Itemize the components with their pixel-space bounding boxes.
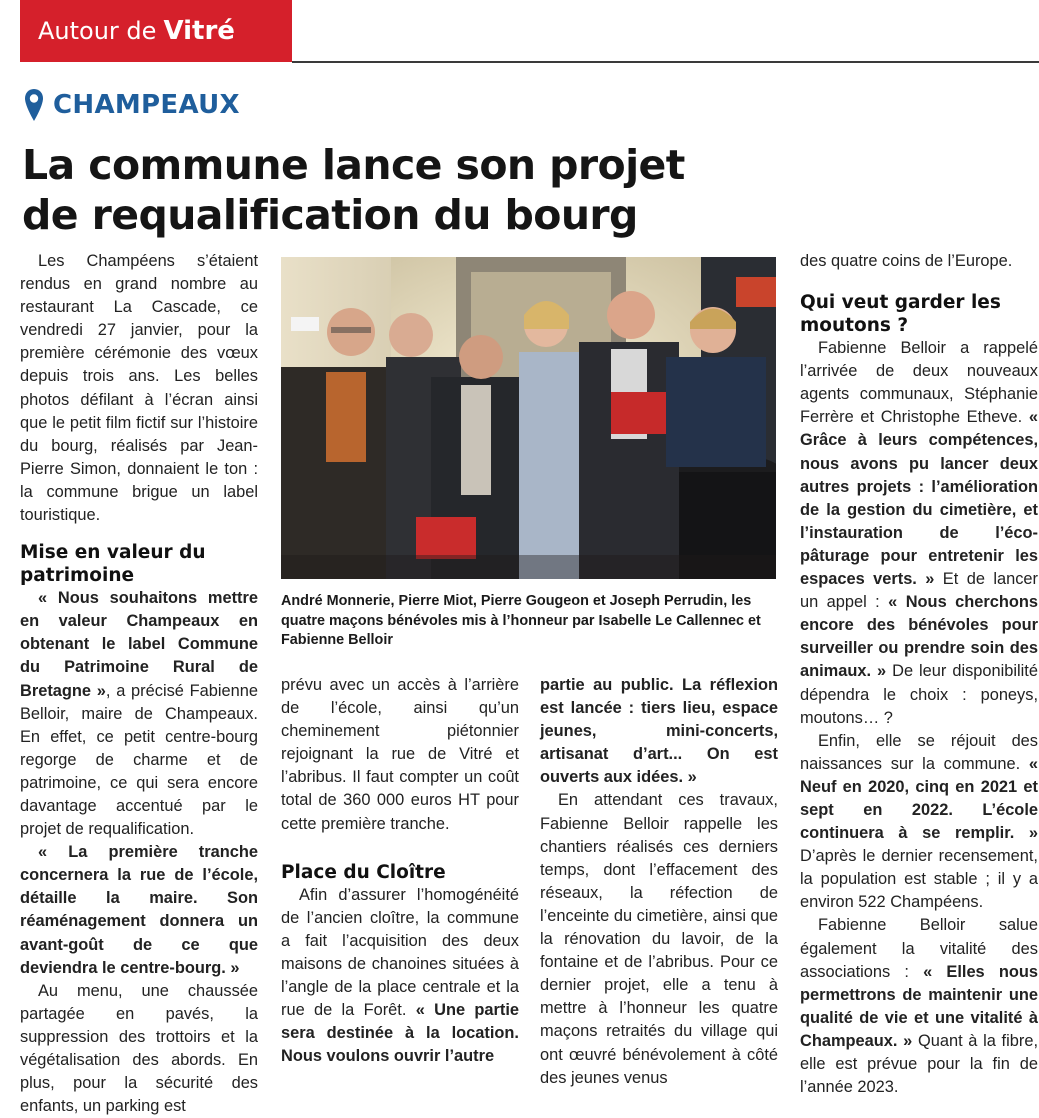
location-tag: [24, 88, 240, 122]
paragraph-text: Fabienne Belloir a rappelé l’arrivée de deux nouveaux agents communaux, Stéphanie Ferrère et Christophe Etheve.: [800, 339, 1038, 427]
headline: [22, 140, 782, 240]
quote-paragraph: partie au public. La réflexion est lancée : tiers lieu, espace jeunes, mini-concerts, artisanat d’art... On est ouverts aux idées. »: [540, 676, 778, 787]
column-1: [20, 250, 258, 1118]
paragraph: prévu avec un accès à l’arrière de l’école, ainsi qu’un cheminement piétonnier rejoignant la rue de Vitré et l’abribus. Il faut compter un coût total de 360 000 euros HT pour cette première tranche.: [281, 676, 519, 833]
article-photo: [281, 257, 776, 579]
paragraph-text: Et de lancer un appel :: [800, 570, 1038, 612]
quote: « Une partie sera destinée à la location. Nous voulons ouvrir l’autre: [281, 1001, 519, 1066]
paragraph: Au menu, une chaussée partagée en pavés, la suppression des trottoirs et la végétalisation des abords. En plus, pour la sécurité des enfants, un parking est: [20, 981, 258, 1116]
quote: « Elles nous permettrons de maintenir une qualité de vie et une vitalité à Champeaux. »: [800, 962, 1038, 1050]
paragraph-text: , a précisé Fabienne Belloir, maire de Champeaux. En effet, ce petit centre-bourg regorge de charme et de patrimoine, ce qui sera encore davantage accentué par le projet de requalification.: [20, 681, 258, 839]
section-town: Vitré: [163, 16, 235, 46]
paragraph: En attendant ces travaux, Fabienne Belloir rappelle les chantiers réalisés ces derniers temps, dont l’effacement des réseaux, la réfection de l’enceinte du cimetière, ainsi que la rénovation du lavoir, de la fontaine et de l’abribus. Pour ce dernier projet, elle a tenu à mettre à l’honneur les quatre maçons retraités du village qui ont œuvré bénévolement à côté des jeunes venus: [540, 791, 778, 1087]
location-name: CHAMPEAUX: [53, 90, 240, 120]
paragraph: [281, 884, 519, 1069]
photo-caption: André Monnerie, Pierre Miot, Pierre Gougeon et Joseph Perrudin, les quatre maçons bénévoles mis à l’honneur par Isabelle Le Callennec et Fabienne Belloir: [281, 593, 761, 648]
group-photo-image: [281, 257, 776, 579]
subhead-moutons: Qui veut garder les moutons ?: [800, 292, 1001, 337]
paragraph-text: Fabienne Belloir salue également la vitalité des associations :: [800, 916, 1038, 981]
paragraph: [800, 914, 1038, 1099]
section-banner: [20, 0, 292, 62]
headline-line-1: La commune lance son projet: [22, 141, 685, 189]
header-rule: [292, 61, 1039, 63]
headline-line-2: de requalification du bourg: [22, 191, 638, 239]
paragraph: [20, 587, 258, 841]
quote: « Nous souhaitons mettre en valeur Champeaux en obtenant le label Commune du Patrimoine Rural de Bretagne »: [20, 589, 258, 700]
paragraph-text: Afin d’assurer l’homogénéité de l’ancien cloître, la commune a fait l’acquisition des deux maisons de chanoines situées à l’angle de la place centrale et la rue de la Forêt.: [281, 885, 519, 1020]
column-4: [800, 250, 1038, 1099]
paragraph: des quatre coins de l’Europe.: [800, 252, 1013, 270]
column-3: [540, 674, 778, 1090]
paragraph-text: D’après le dernier recensement, la population est stable ; il y a environ 522 Champéens.: [800, 847, 1038, 912]
paragraph-text: Enfin, elle se réjouit des naissances sur la commune.: [800, 731, 1038, 773]
subhead-cloitre: Place du Cloître: [281, 861, 446, 883]
quote: « Grâce à leurs compétences, nous avons pu lancer deux autres projets : l’amélioration de la gestion du cimetière, et l’instauration de l’éco-pâturage pour entretenir les espaces verts. »: [800, 408, 1038, 589]
paragraph-text: Quant à la fibre, elle est prévue pour la fin de l’année 2023.: [800, 1031, 1038, 1097]
quote-paragraph: « La première tranche concernera la rue de l’école, détaille la maire. Son réaménagement donnera un avant-goût de ce que deviendra le centre-bourg. »: [20, 843, 258, 977]
intro-paragraph: Les Champéens s’étaient rendus en grand nombre au restaurant La Cascade, ce vendredi 27 janvier, pour la première cérémonie des vœux depuis trois ans. Les belles photos défilant à l’écran ainsi que le petit film fictif sur l’histoire du bourg, réalisés par Jean-Pierre Simon, donnaient le ton : la commune brigue un label touristique.: [20, 252, 258, 525]
paragraph: [800, 730, 1038, 915]
column-2: [281, 674, 519, 1068]
quote: « Nous cherchons encore des bénévoles pour surveiller ou prendre soin des animaux. »: [800, 593, 1038, 681]
section-prefix: Autour de: [38, 17, 157, 45]
quote: « Neuf en 2020, cinq en 2021 et sept en 2022. L’école continuera à se remplir. »: [800, 754, 1038, 843]
subhead-patrimoine: Mise en valeur du patrimoine: [20, 542, 206, 587]
map-pin-icon: [24, 88, 44, 122]
paragraph-text: De leur disponibilité dépendra le choix : poneys, moutons… ?: [800, 662, 1038, 727]
paragraph: [800, 337, 1038, 730]
